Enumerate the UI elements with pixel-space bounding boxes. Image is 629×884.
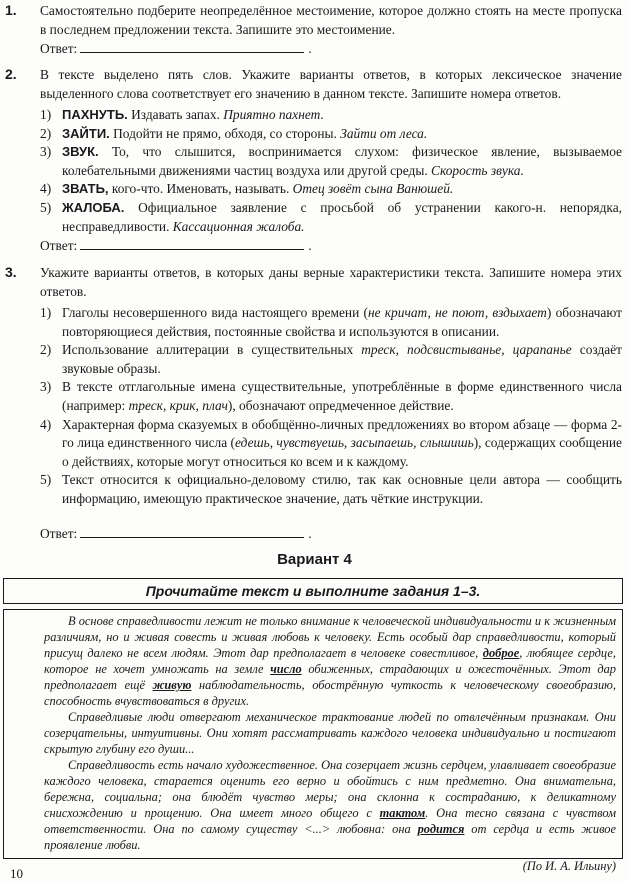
instruction-text: Прочитайте текст и выполните задания 1–3. [145, 583, 481, 599]
highlighted-word: родится [417, 822, 465, 836]
option-number: 2) [40, 342, 52, 358]
answer-label: Ответ: [40, 41, 78, 56]
option [40, 304, 622, 341]
option [40, 199, 622, 236]
example: Приятно пахнет. [223, 107, 324, 122]
paragraph [44, 757, 616, 853]
option-number: 2) [40, 125, 52, 141]
headword: ПАХНУТЬ. [62, 107, 128, 122]
example: Кассационная жалоба. [172, 218, 305, 234]
option [40, 378, 622, 415]
option-number: 3) [40, 379, 52, 395]
answer-line[interactable] [80, 39, 304, 53]
text-span: наблюдательность, обострённую чуткость к человеческому своеобразию, способность вчувствоваться в других. [44, 678, 616, 708]
option-example: треск, крик, плач [128, 397, 228, 413]
option [40, 416, 622, 472]
task-text: Самостоятельно подберите неопределённое местоимение, которое должно стоять на месте пропуска в последнем предложении текста. Запишите это местоимение. [40, 3, 622, 37]
option-example: треск, подсвистыванье, царапанье [361, 342, 572, 358]
task-3-options [40, 304, 622, 509]
option-text: В тексте отглагольные имена существительные, употреблённые в форме единственного числа (например: [62, 379, 622, 413]
option-number: 1) [40, 107, 52, 122]
example: Скорость звука. [431, 162, 524, 178]
text-span: . Она тесно связана с чувством ответственности. Она по самому существу <...> любовна: она [44, 806, 616, 836]
highlighted-word: доброе [482, 646, 520, 660]
answer-line[interactable] [80, 236, 304, 250]
option [40, 106, 622, 125]
option-example: едешь, чувствуешь, засыпаешь, слышишь [235, 435, 474, 451]
task-number: 2. [5, 66, 17, 82]
highlighted-word: живую [152, 678, 192, 692]
option [40, 471, 622, 508]
option [40, 180, 622, 199]
highlighted-word: тактом [379, 806, 426, 820]
option [40, 341, 622, 378]
option-text: ), обозначают опредмеченное действие. [227, 397, 454, 413]
task-2-options [40, 106, 622, 236]
option-number: 4) [40, 181, 52, 197]
text-span: обиженных, страдающих и ожесточённых. Этот дар предполагает ещё [44, 662, 617, 692]
page-number: 10 [10, 866, 23, 881]
answer-row: Ответ: . [40, 526, 312, 541]
option-text: ) обозначают повторяющиеся действия, постоянные свойства и используются в описании. [62, 305, 622, 339]
headword: ЗВАТЬ, [62, 181, 109, 197]
definition: кого-что. Именовать, называть. [108, 181, 293, 197]
definition: Официальное заявление с просьбой об устранении какого-н. непорядка, несправедливости. [62, 199, 622, 234]
option-example: не кричат, не поют, вздыхает [367, 305, 547, 320]
option-text: Глаголы несовершенного вида настоящего времени ( [62, 305, 368, 320]
headword: ЗВУК. [62, 144, 99, 160]
paragraph [44, 613, 616, 709]
option-number: 5) [40, 472, 52, 488]
headword: ЖАЛОБА. [62, 199, 125, 215]
text-span: от сердца и есть живое проявление любви. [44, 822, 616, 852]
example: Зайти от леса. [340, 125, 428, 141]
option-number: 5) [40, 199, 52, 215]
variant-title: Вариант 4 [277, 551, 352, 568]
answer-row: Ответ: . [40, 41, 312, 56]
option [40, 143, 622, 180]
definition: Подойти не прямо, обходя, со стороны. [109, 125, 341, 141]
option-text: Использование аллитерации в существительных [62, 342, 362, 358]
reading-text [44, 613, 616, 874]
paragraph: Справедливые люди отвергают механическое трактование людей по отвлечённым признакам. Они созерцательны, интуитивны. Они хотят рассматривать каждого человека индивидуально и постигают скрытую глубину его души... [44, 710, 616, 756]
text-span: Справедливость есть начало художественное. Она созерцает жизнь сердцем, улавливает своеобразие каждого человека, старается оценить его верно и обойтись с ним предметно. Она внимательна, бережна, социальна; она блюдёт чувство меры; она склонна к состраданию, к деликатному снисхождению и прощению. Она имеет много общего с [44, 758, 616, 820]
option-number: 4) [40, 416, 52, 432]
option [40, 125, 622, 144]
answer-label: Ответ: [40, 526, 78, 541]
answer-line[interactable] [80, 524, 304, 538]
definition: То, что слышится, воспринимается слухом: физическое явление, вызываемое колебательными движениями частиц воздуха или другой среды. [62, 144, 622, 178]
task-number: 3. [5, 264, 17, 280]
source-attribution: (По И. А. Ильину) [522, 859, 616, 873]
option-text: ), содержащих сообщение о действиях, которые могут относиться ко всем и к каждому. [62, 435, 622, 469]
definition: Издавать запах. [127, 107, 224, 122]
task-text: В тексте выделено пять слов. Укажите варианты ответов, в которых лексическое значение выделенного слова соответствует его значению в данном тексте. Запишите номера ответов. [40, 67, 622, 101]
answer-label: Ответ: [40, 238, 78, 253]
text-span: В основе справедливости лежит не только внимание к человеческой индивидуальности и к жизненным различиям, но и живая совесть и живая любовь к человеку. Есть особый дар справедливости, который присущ далеко не всем людям. Этот дар предполагает в человеке совестливое, [44, 614, 616, 660]
option-number: 3) [40, 144, 52, 160]
highlighted-word: число [270, 662, 302, 676]
option-text: создаёт звуковые образы. [62, 342, 622, 376]
headword: ЗАЙТИ. [62, 125, 110, 141]
task-text: Укажите варианты ответов, в которых даны верные характеристики текста. Запишите номера этих ответов. [40, 265, 622, 299]
reading-text-box [3, 609, 623, 873]
example: Отец зовёт сына Ванюшей. [292, 181, 454, 197]
option-number: 1) [40, 305, 52, 320]
instruction-box [3, 578, 623, 604]
option-text: Характерная форма сказуемых в обобщённо-личных предложениях во втором абзаце — форма 2-го лица единственного числа ( [62, 416, 622, 451]
option-text: Текст относится к официально-деловому стилю, так как основные цели автора — сообщить информацию, имеющую практическое значение, дать чёткие инструкции. [62, 472, 622, 506]
text-span: , любящее сердце, которое не хочет умножать на земле [44, 646, 616, 676]
task-number: 1. [5, 2, 17, 18]
answer-row: Ответ: . [40, 238, 312, 253]
